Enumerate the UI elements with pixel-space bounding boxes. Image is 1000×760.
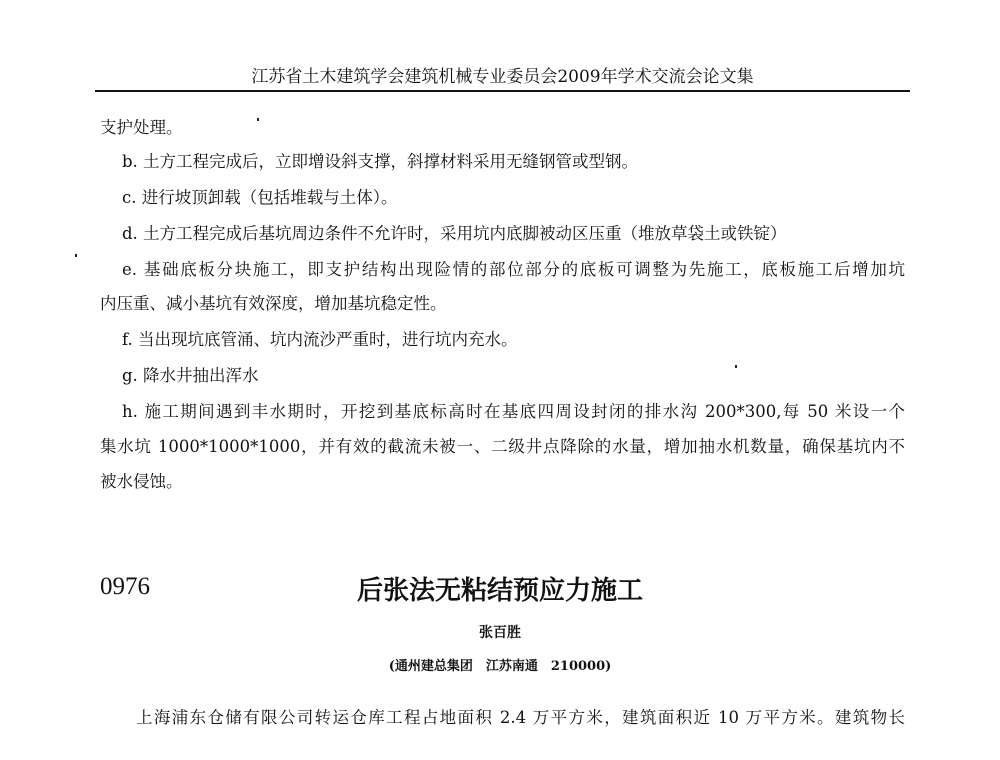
list-item-e-cont: 内压重、减小基坑有效深度，增加基坑稳定性。 (100, 294, 447, 313)
list-item-f: f. 当出现坑底管涌、坑内流沙严重时，进行坑内充水。 (122, 330, 518, 349)
article-author: 张百胜 (479, 625, 521, 641)
list-item-h: h. 施工期间遇到丰水期时，开挖到基底标高时在基底四周设封闭的排水沟 200*300,每 50 米设一个 (122, 402, 905, 421)
list-item-b: b. 土方工程完成后，立即增设斜支撑，斜撑材料采用无缝钢管或型钢。 (122, 152, 639, 171)
running-header: 江苏省土木建筑学会建筑机械专业委员会2009年学术交流会论文集 (251, 67, 754, 87)
list-item-d: d. 土方工程完成后基坑周边条件不允许时，采用坑内底脚被动区压重（堆放草袋土或铁锭） (122, 224, 787, 243)
article-number: 0976 (100, 573, 150, 600)
article-body-line: 上海浦东仓储有限公司转运仓库工程占地面积 2.4 万平方米，建筑面积近 10 万平方米。建筑物长 (136, 708, 905, 727)
scan-speck (257, 118, 259, 121)
paragraph-line: 支护处理。 (100, 118, 183, 137)
list-item-h-end: 被水侵蚀。 (100, 472, 183, 491)
list-item-h-cont: 集水坑 1000*1000*1000，并有效的截流未被一、二级井点降除的水量，增加抽水机数量，确保基坑内不 (100, 437, 905, 456)
list-item-c: c. 进行坡顶卸载（包括堆载与土体）。 (122, 188, 398, 207)
scan-speck (735, 365, 737, 368)
scan-speck (75, 254, 77, 257)
list-item-e: e. 基础底板分块施工，即支护结构出现险情的部位部分的底板可调整为先施工，底板施工后增加坑 (122, 260, 905, 279)
article-title: 后张法无粘结预应力施工 (356, 576, 643, 606)
article-affiliation: (通州建总集团 江苏南通 210000) (388, 659, 612, 674)
header-rule (95, 90, 910, 92)
list-item-g: g. 降水井抽出浑水 (122, 366, 259, 385)
